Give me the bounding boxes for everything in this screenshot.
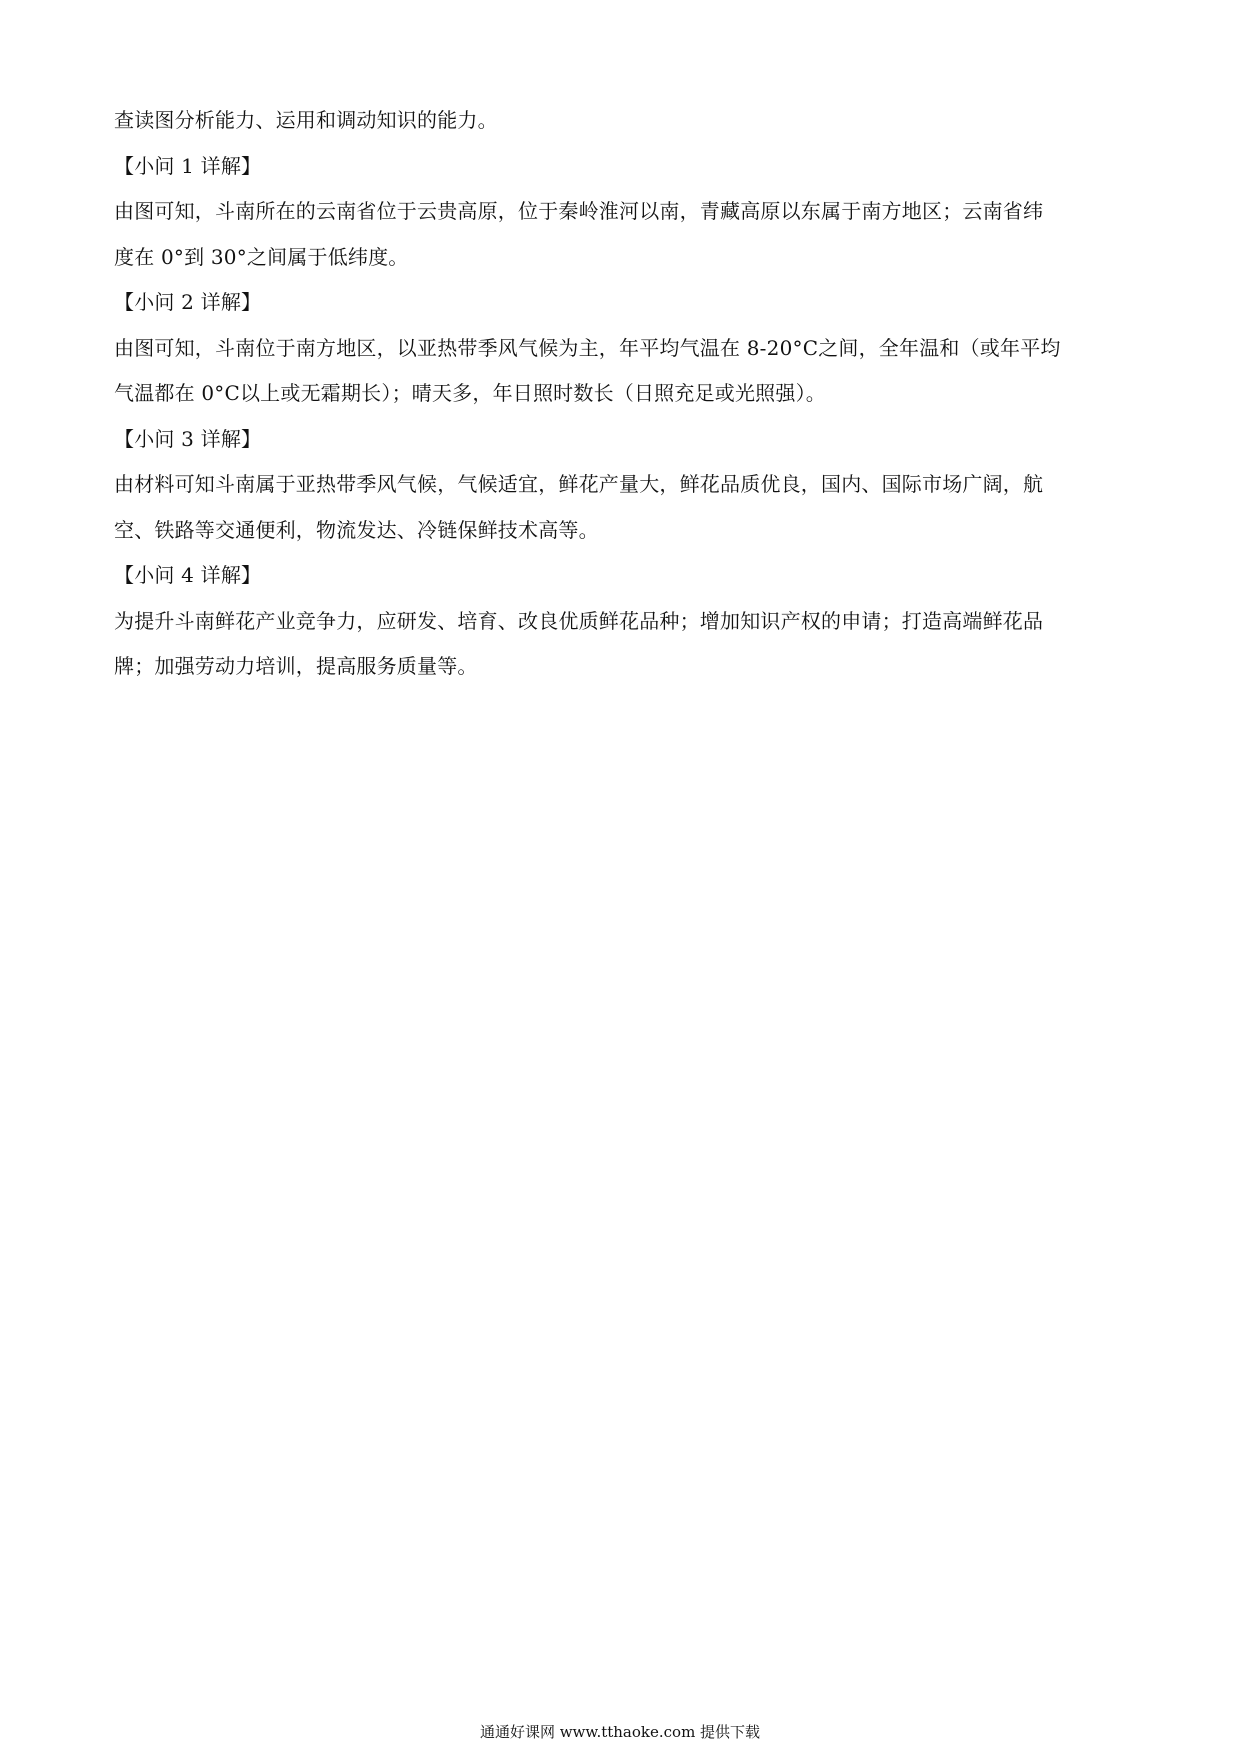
section-heading-q3: 【小问 3 详解】 bbox=[114, 426, 262, 451]
paragraph-line: 查读图分析能力、运用和调动知识的能力。 bbox=[114, 108, 498, 132]
page-footer: 通通好课网 www.tthaoke.com 提供下载 bbox=[479, 1723, 761, 1741]
paragraph-line: 为提升斗南鲜花产业竞争力，应研发、培育、改良优质鲜花品种；增加知识产权的申请；打造高端鲜花品 bbox=[114, 608, 1044, 633]
paragraph-line: 牌；加强劳动力培训，提高服务质量等。 bbox=[114, 654, 478, 678]
document-body bbox=[114, 98, 1124, 690]
paragraph-line: 度在 0°到 30°之间属于低纬度。 bbox=[114, 244, 409, 269]
paragraph-line: 由图可知，斗南位于南方地区，以亚热带季风气候为主，年平均气温在 8-20°C之间，全年温和（或年平均 bbox=[114, 335, 1061, 360]
section-heading-q1: 【小问 1 详解】 bbox=[114, 153, 262, 178]
paragraph-line: 由材料可知斗南属于亚热带季风气候，气候适宜，鲜花产量大，鲜花品质优良，国内、国际市场广阔，航 bbox=[114, 472, 1044, 496]
paragraph-line: 气温都在 0°C以上或无霜期长）；晴天多，年日照时数长（日照充足或光照强）。 bbox=[114, 381, 826, 405]
section-heading-q4: 【小问 4 详解】 bbox=[114, 563, 262, 587]
paragraph-line: 空、铁路等交通便利，物流发达、冷链保鲜技术高等。 bbox=[114, 517, 599, 542]
section-heading-q2: 【小问 2 详解】 bbox=[114, 290, 262, 314]
paragraph-line: 由图可知，斗南所在的云南省位于云贵高原，位于秦岭淮河以南，青藏高原以东属于南方地区；云南省纬 bbox=[114, 199, 1044, 223]
